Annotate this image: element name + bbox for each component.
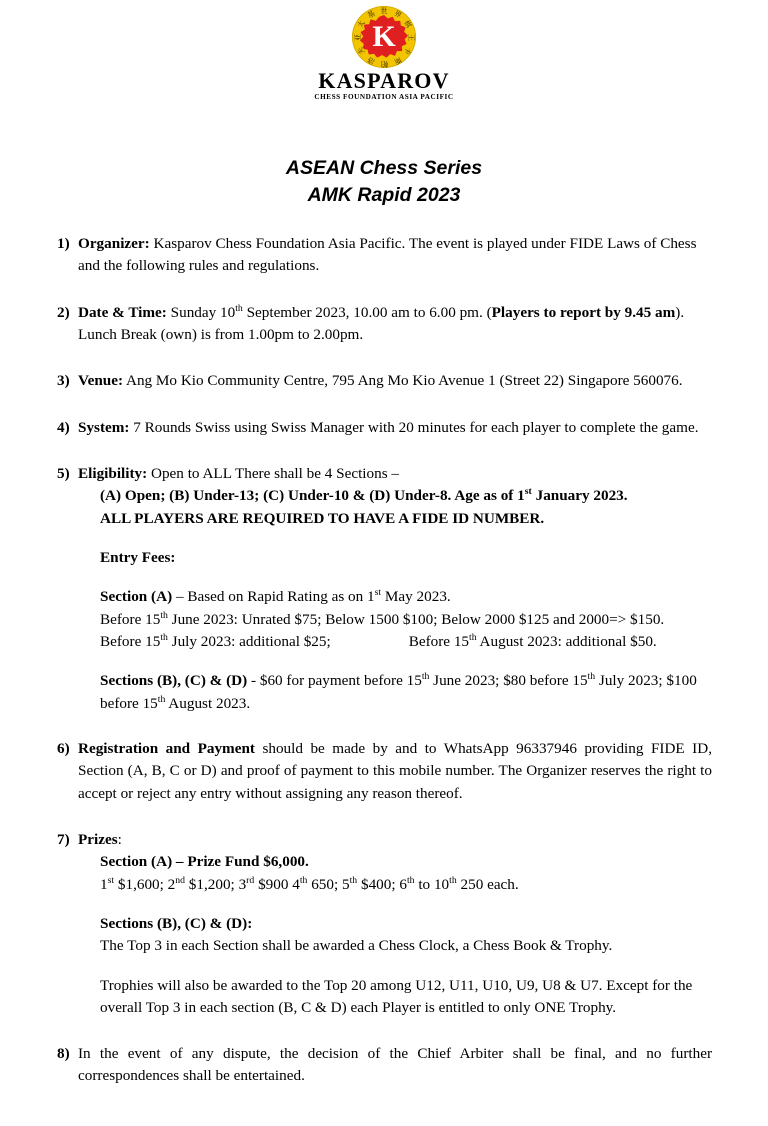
prize-3-val: $900 [254,875,293,893]
section-a-label: Section (A) [100,588,173,606]
prize-6-ord: 6 [399,875,407,893]
clause-number-5: 5) [57,464,70,482]
date-text-b: September 2023, 10.00 am to 6.00 pm. ( [242,303,492,321]
clause-number-6: 6) [57,740,70,758]
fide-id-requirement [78,508,712,530]
clause-organizer-text [78,233,712,278]
clause-venue [57,370,712,392]
clause-registration-payment [57,738,712,805]
prize-2-ord: 2 [167,875,176,893]
clause-number-8: 8) [57,1044,70,1062]
document-body [57,233,712,1087]
rim-char-0: 世 [380,6,388,15]
prize-1-val: $1,600; [114,875,168,893]
clause-eligibility-label: Eligibility: [78,464,148,482]
clause-system-text [78,417,712,439]
rim-char-6: 帕 [380,59,388,68]
clause-eligibility-text [78,463,712,485]
logo-subtitle: CHESS FOUNDATION ASIA PACIFIC [314,93,454,102]
clause-date-time-line-1 [78,302,712,324]
clause-eligibility-body: Open to ALL There shall be 4 Sections – [147,464,400,482]
rim-char-7: 洛 [365,54,376,66]
prize-1-sup: st [107,874,115,886]
section-a-rest-a: – Based on Rapid Rating as on 1 [172,588,375,606]
spacer [78,896,712,913]
eligibility-sections-a: (A) Open; (B) Under-13; (C) Under-10 & (D) Under-8. Age as of 1 [100,487,525,505]
section-a-sup: st [374,587,382,599]
prize-4-ord: 4 [292,875,300,893]
clause-system-label: System: [78,418,130,436]
prize-5-sup: th [349,874,358,886]
prize-breakdown-line [100,874,712,896]
clause-number-4: 4) [57,418,70,436]
players-report-note: Players to report by 9.45 am [491,303,676,321]
prizes-section-a [78,851,712,896]
fee-june-sup: th [160,609,168,621]
prizes-bcd-heading-text: Sections (B), (C) & (D): [100,915,253,933]
clause-organizer-body: Kasparov Chess Foundation Asia Pacific. The event is played under FIDE Laws of Chess and the following rules and regulations. [78,234,697,275]
prize-10-sup: th [449,874,457,886]
clause-registration-body: should be made by and to WhatsApp 96337946 providing FIDE ID, Section (A, B, C or D) and proof of payment to this mobile number. The Organizer reserves the right to accept or reject any entry without assigning any reason thereof. [78,740,713,802]
fee-june-b: June 2023: Unrated $75; Below 1500 $100; Below 2000 $125 and 2000=> $150. [167,610,665,628]
entry-fees-heading-text: Entry Fees: [100,549,176,566]
rim-char-2: 棋 [401,18,413,29]
prize-6-sup: th [406,874,415,886]
prize-4-val: 650; [307,875,343,893]
spacer [100,958,712,975]
clause-registration-text [78,738,712,805]
fee-august-a: Before 15 [408,633,470,651]
bcd-fee-sup-1: th [421,671,430,683]
clause-organizer-label: Organizer: [78,234,150,252]
entry-fees-section-a [78,586,712,653]
fee-july-sup: th [160,631,168,643]
section-a-rating-basis [100,586,712,608]
entry-fees-heading [78,547,712,569]
prize-6-val: to [414,875,434,893]
title-line-2: AMK Rapid 2023 [307,184,461,206]
clause-number-1: 1) [57,234,70,252]
clause-venue-body: Ang Mo Kio Community Centre, 795 Ang Mo Kio Avenue 1 (Street 22) Singapore 560076. [123,372,683,390]
prizes-bcd-heading [100,913,712,935]
clause-number-2: 2) [57,303,70,321]
clause-system-body: 7 Rounds Swiss using Swiss Manager with 20 minutes for each player to complete the game. [129,418,699,436]
prize-fund-text: Section (A) – Prize Fund $6,000. [100,853,309,871]
title-line-1: ASEAN Chess Series [285,157,483,180]
prize-3-sup: rd [246,874,255,886]
prize-fund-heading [100,851,712,873]
date-text-c: ). [675,303,685,321]
prize-5-ord: 5 [342,875,350,893]
clause-number-3: 3) [57,372,70,390]
bcd-fee-sup-2: th [587,671,596,683]
eligibility-sections-b: January 2023. [531,487,628,505]
rim-char-11: 基 [365,8,376,20]
clause-date-time-label: Date & Time: [78,303,167,321]
page-title [0,155,768,209]
spacer [78,653,712,670]
fee-june-a: Before 15 [100,610,161,628]
clause-prizes-colon: : [117,831,122,849]
prize-4-sup: th [299,874,308,886]
fee-july-a: Before 15 [100,633,161,651]
clause-eligibility [57,463,712,715]
clause-dispute [57,1043,712,1088]
prize-2-val: $1,200; [184,875,239,893]
fee-august-b: August 2023: additional $50. [476,633,657,651]
clause-date-time-line-2: Lunch Break (own) is from 1.00pm to 2.00pm. [78,325,364,343]
prize-10-ord: 10 [433,875,450,893]
eligibility-sections-line [78,485,712,507]
bcd-fee-c: July 2023; $100 before 15 [100,672,697,712]
clause-date-time [57,302,712,347]
date-ordinal-suffix: th [235,302,243,314]
entry-fees-sections-bcd [78,670,712,715]
clause-prizes [57,829,712,1019]
rim-char-8: 夫 [355,45,367,56]
clause-venue-label: Venue: [78,372,124,390]
section-a-rest-b: May 2023. [381,588,451,606]
prize-10-val: 250 each. [456,875,519,893]
prize-2-sup: nd [175,874,185,886]
bcd-fee-b: June 2023; $80 before 15 [429,672,588,690]
rim-char-9: 亚 [353,33,362,41]
clause-organizer [57,233,712,278]
fee-july-b: July 2023: additional $25; [167,633,331,651]
rim-char-3: 王 [406,33,415,41]
fee-line-june [100,609,712,631]
rim-char-10: 太 [355,18,367,29]
clause-number-7: 7) [57,831,70,849]
logo-letter-k: K [372,20,396,53]
spacer [78,569,712,586]
rim-char-4: 卡 [401,45,413,56]
sections-bcd-label: Sections (B), (C) & (D) [100,672,248,690]
spacer [78,530,712,547]
clause-registration-label: Registration and Payment [78,740,255,758]
bcd-fee-d: August 2023. [165,694,251,712]
sections-bcd-fees-text [100,670,712,715]
clause-prizes-label: Prizes [78,831,118,849]
fee-line-july-august [100,631,712,653]
clause-dispute-text: In the event of any dispute, the decision of the Chief Arbiter shall be final, and no further correspondences shall be entertained. [78,1044,712,1084]
prizes-sections-bcd [78,913,712,1019]
date-text-a: Sunday 10 [166,303,236,321]
clause-prizes-heading [78,829,712,851]
clause-system [57,417,712,439]
prize-3-ord: 3 [238,875,247,893]
fee-august-sup: th [469,631,477,643]
bcd-fee-a: - $60 for payment before 15 [247,672,422,690]
organization-logo [0,0,768,101]
logo-wordmark: KASPAROV [318,68,450,93]
clause-venue-text [78,370,712,392]
prizes-trophies-line: Trophies will also be awarded to the Top 20 among U12, U11, U10, U9, U8 & U7. Except for the overall Top 3 in each section (B, C & D) each Player is entitled to only ONE Trophy. [100,976,693,1017]
rim-char-1: 界 [392,8,403,20]
prizes-bcd-top3-line: The Top 3 in each Section shall be awarded a Chess Clock, a Chess Book & Trophy. [100,937,613,955]
rim-char-5: 斯 [392,54,403,66]
bcd-fee-sup-3: th [157,693,166,705]
eligibility-sections-sup: st [524,486,532,498]
prize-5-val: $400; [357,875,400,893]
prize-1-ord: 1 [100,875,108,893]
kasparov-emblem-icon [350,6,418,68]
fide-id-requirement-text: ALL PLAYERS ARE REQUIRED TO HAVE A FIDE ID NUMBER. [100,509,545,527]
